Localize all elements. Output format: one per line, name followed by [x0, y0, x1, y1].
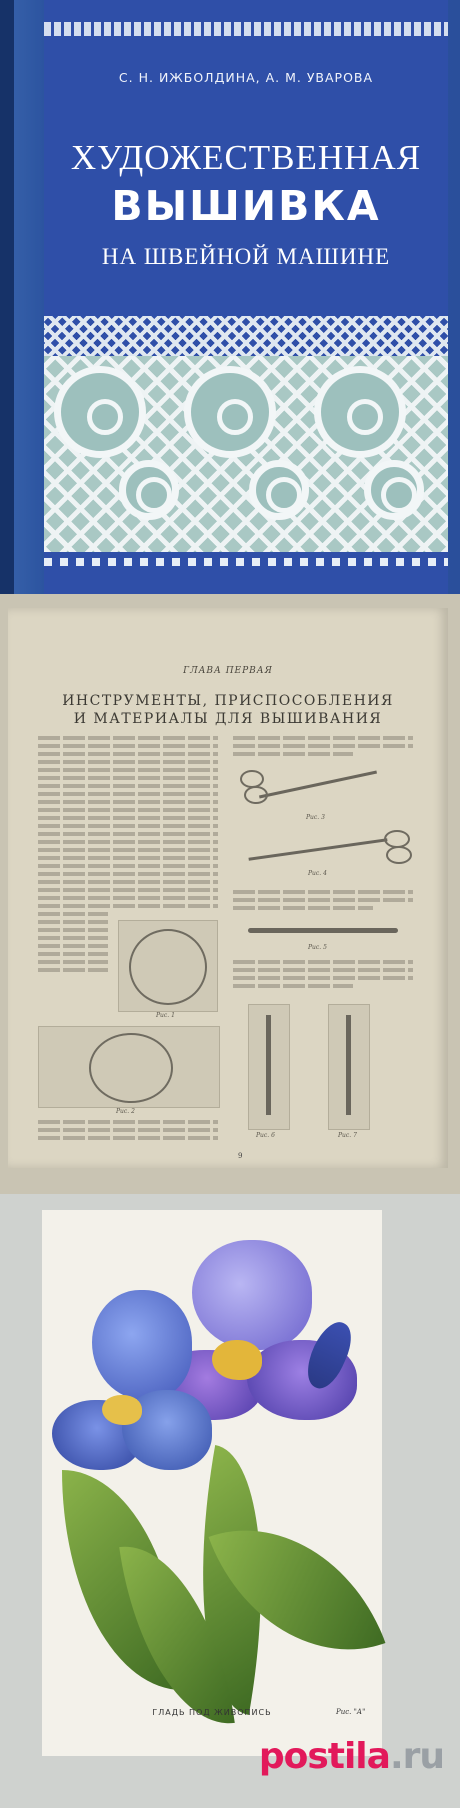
cover-authors: С. Н. ИЖБОЛДИНА, А. М. УВАРОВА	[118, 70, 374, 85]
text-line	[233, 744, 413, 748]
text-line	[38, 904, 218, 908]
color-plate	[42, 1210, 382, 1756]
text-line	[233, 752, 353, 756]
text-line	[38, 880, 218, 884]
punch-vertical-icon	[346, 1015, 351, 1115]
text-line	[38, 944, 108, 948]
figure-awl-tool	[248, 1004, 290, 1130]
text-line	[38, 760, 218, 764]
text-line	[38, 952, 108, 956]
plate-figure-tag: Рис. "А"	[336, 1708, 366, 1716]
lace-pattern	[44, 356, 448, 552]
text-line	[233, 898, 413, 902]
iris-plate-photo	[0, 1194, 460, 1808]
watermark-suffix: .ru	[389, 1736, 444, 1777]
text-line	[38, 784, 218, 788]
text-line	[38, 824, 218, 828]
scissors-ring-icon	[386, 846, 412, 864]
iris-beard	[102, 1395, 142, 1425]
figure-hoop	[118, 920, 218, 1012]
lace-medallion	[314, 366, 406, 458]
chapter-heading	[38, 692, 418, 728]
page-number: 9	[238, 1152, 243, 1160]
scissors-straight-icon	[248, 838, 387, 860]
text-line	[38, 800, 218, 804]
figure-caption: Рис. 7	[338, 1132, 357, 1139]
text-line	[38, 744, 218, 748]
text-line	[38, 768, 218, 772]
cover-title-line2: ВЫШИВКА	[111, 182, 381, 230]
book-spine-edge	[14, 0, 44, 594]
text-line	[38, 776, 218, 780]
book-page	[8, 608, 448, 1168]
lace-border-bottom	[44, 552, 448, 594]
lace-medallion	[54, 366, 146, 458]
hoop-clamp-icon	[89, 1033, 173, 1103]
text-line	[38, 856, 218, 860]
text-line	[233, 960, 413, 964]
text-line	[233, 984, 353, 988]
figure-punch-tool	[328, 1004, 370, 1130]
text-line	[38, 872, 218, 876]
text-line	[233, 968, 413, 972]
book-spread-photo	[0, 594, 460, 1194]
text-line	[38, 752, 218, 756]
text-line	[38, 1120, 218, 1124]
text-line	[233, 976, 413, 980]
watermark-logo	[259, 1736, 444, 1777]
text-line	[38, 888, 218, 892]
iris-petal	[92, 1290, 192, 1400]
figure-caption: Рис. 2	[116, 1108, 135, 1115]
watermark-main: postila	[258, 1736, 390, 1777]
text-line	[38, 792, 218, 796]
figure-caption: Рис. 4	[308, 870, 327, 877]
figure-caption: Рис. 3	[306, 814, 325, 821]
awl-vertical-icon	[266, 1015, 271, 1115]
lace-medallion-small	[364, 460, 424, 520]
text-line	[38, 1128, 218, 1132]
book-spine	[0, 0, 14, 594]
text-line	[233, 736, 413, 740]
lace-medallion-small	[249, 460, 309, 520]
text-line	[38, 816, 218, 820]
iris-beard	[212, 1340, 262, 1380]
text-line	[38, 912, 108, 916]
text-line	[38, 936, 108, 940]
lace-medallion-small	[119, 460, 179, 520]
text-line	[233, 890, 413, 894]
cover-title-line1: ХУДОЖЕСТВЕННАЯ	[70, 138, 422, 177]
text-line	[38, 736, 218, 740]
figure-hoop-clamp	[38, 1026, 220, 1108]
figure-caption: Рис. 1	[156, 1012, 175, 1019]
text-line	[38, 848, 218, 852]
cover-title-line3: НА ШВЕЙНОЙ МАШИНЕ	[101, 244, 391, 269]
text-line	[38, 840, 218, 844]
figure-caption: Рис. 6	[256, 1132, 275, 1139]
text-line	[38, 864, 218, 868]
hoop-icon	[129, 929, 207, 1005]
text-line	[233, 906, 373, 910]
top-lace-band	[44, 22, 448, 36]
text-line	[38, 928, 108, 932]
iris-petal	[192, 1240, 312, 1350]
lace-border-top	[44, 316, 448, 356]
text-line	[38, 832, 218, 836]
chapter-heading-line1: ИНСТРУМЕНТЫ, ПРИСПОСОБЛЕНИЯ	[62, 693, 394, 709]
plate-caption: ГЛАДЬ ПОД ЖИВОПИСЬ	[152, 1708, 272, 1717]
text-line	[38, 968, 108, 972]
lace-medallion	[184, 366, 276, 458]
scissors-ring-icon	[244, 786, 268, 804]
text-line	[38, 960, 108, 964]
cover-face	[44, 0, 448, 594]
text-line	[38, 920, 108, 924]
figure-caption: Рис. 5	[308, 944, 327, 951]
awl-icon	[248, 928, 398, 933]
text-line	[38, 1136, 218, 1140]
book-cover-photo	[0, 0, 460, 594]
scissors-curved-icon	[259, 771, 377, 799]
text-line	[38, 808, 218, 812]
chapter-label: ГЛАВА ПЕРВАЯ	[183, 666, 273, 676]
text-line	[38, 896, 218, 900]
chapter-heading-line2: И МАТЕРИАЛЫ ДЛЯ ВЫШИВАНИЯ	[73, 711, 383, 727]
